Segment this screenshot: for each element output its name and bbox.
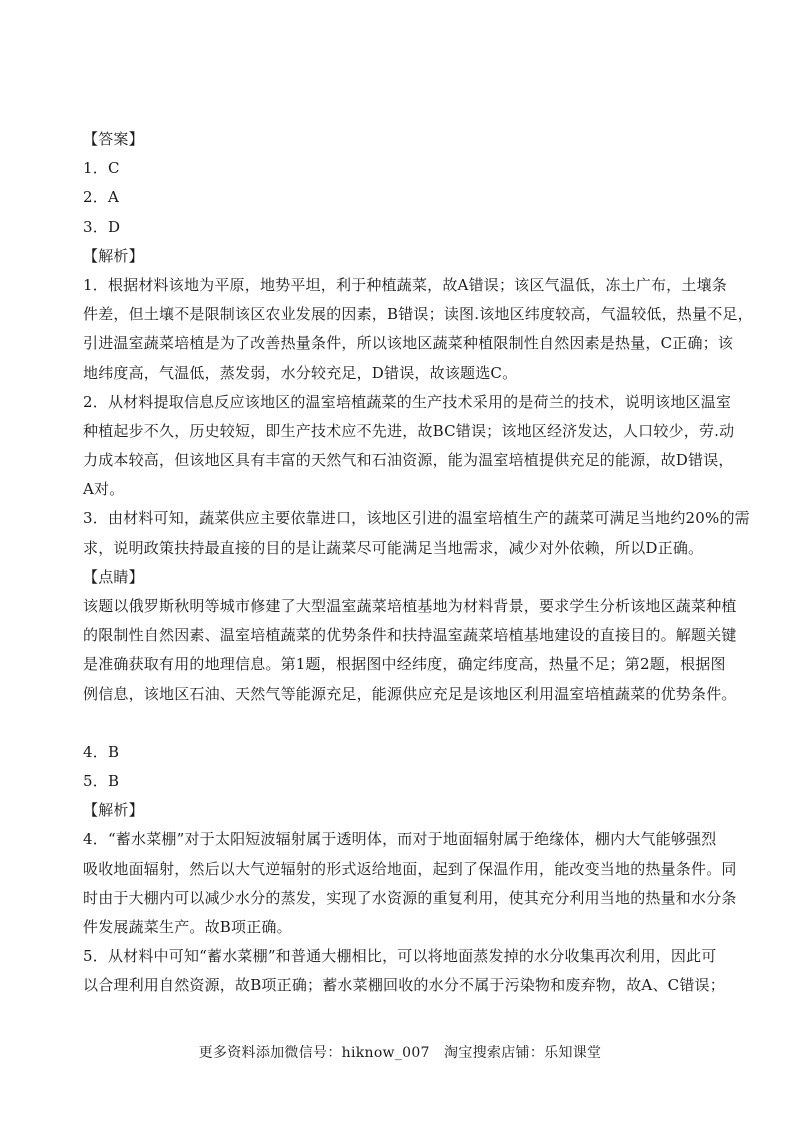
text-line: 4．“蓄水菜棚”对于太阳短波辐射属于透明体，而对于地面辐射属于绝缘体，棚内大气能够强烈 [83, 830, 717, 849]
text-line: 种植起步不久，历史较短，即生产技术应不先进，故BC错误；该地区经济发达，人口较少，劳.动 [83, 421, 735, 440]
text-line: 【解析】 [83, 801, 144, 820]
text-line: 引进温室蔬菜培植是为了改善热量条件，所以该地区蔬菜种植限制性自然因素是热量，C正确；该 [83, 334, 734, 353]
text-line: 力成本较高，但该地区具有丰富的天然气和石油资源，能为温室培植提供充足的能源，故D错误， [83, 451, 734, 470]
text-line: 件差，但土壤不是限制该区农业发展的因素，B错误；读图.该地区纬度较高，气温较低，热量不足， [83, 305, 753, 324]
text-line: 5．从材料中可知“蓄水菜棚”和普通大棚相比，可以将地面蒸发掉的水分收集再次利用，因此可 [83, 947, 717, 966]
text-line: 时由于大棚内可以减少水分的蒸发，实现了水资源的重复利用，使其充分利用当地的热量和水分条 [83, 888, 737, 907]
text-line: 该题以俄罗斯秋明等城市修建了大型温室蔬菜培植基地为材料背景，要求学生分析该地区蔬菜种植 [83, 597, 737, 615]
text-line: 地纬度高，气温低，蒸发弱，水分较充足，D错误，故该题选C。 [83, 363, 518, 382]
answer-section-q1-3 [83, 125, 753, 709]
page-footer: 更多资料添加微信号：hiknow_007 淘宝搜索店铺：乐知课堂 [198, 1045, 602, 1061]
text-line: 【答案】 [83, 130, 144, 148]
text-line: 【解析】 [83, 246, 144, 265]
section-gap [83, 709, 715, 738]
document-body [83, 125, 753, 1000]
text-line: A对。 [83, 480, 125, 499]
text-line: 的限制性自然因素、温室培植蔬菜的优势条件和扶持温室蔬菜培植基地建设的直接目的。解题关键 [83, 626, 737, 645]
text-line: 4．B [83, 742, 120, 761]
text-line: 吸收地面辐射，然后以大气逆辐射的形式返给地面，起到了保温作用，能改变当地的热量条件。同 [83, 859, 737, 878]
text-line: 5．B [83, 771, 120, 790]
text-line: 1．根据材料该地为平原，地势平坦，利于种植蔬菜，故A错误；该区气温低，冻土广布，土壤条 [83, 275, 727, 294]
text-line: 1．C [83, 159, 120, 178]
text-line: 求，说明政策扶持最直接的目的是让蔬菜尽可能满足当地需求，减少对外依赖，所以D正确。 [83, 538, 704, 557]
text-line: 【点睛】 [83, 567, 144, 586]
text-line: 3．D [83, 217, 121, 236]
text-line: 2．从材料提取信息反应该地区的温室培植蔬菜的生产技术采用的是荷兰的技术，说明该地区温室 [83, 392, 732, 411]
answer-section-q4-5 [83, 738, 737, 1001]
text-line: 2．A [83, 188, 119, 207]
text-line: 件发展蔬菜生产。故B项正确。 [83, 917, 292, 936]
text-line: 例信息，该地区石油、天然气等能源充足，能源供应充足是该地区利用温室培植蔬菜的优势条件。 [83, 684, 737, 703]
text-line: 以合理利用自然资源，故B项正确；蓄水菜棚回收的水分不属于污染物和废弃物，故A、C错误； [83, 976, 725, 995]
text-line: 3．由材料可知，蔬菜供应主要依靠进口，该地区引进的温室培植生产的蔬菜可满足当地约20%的需 [83, 509, 750, 528]
text-line: 是准确获取有用的地理信息。第1题，根据图中经纬度，确定纬度高，热量不足；第2题，根据图 [83, 655, 726, 674]
